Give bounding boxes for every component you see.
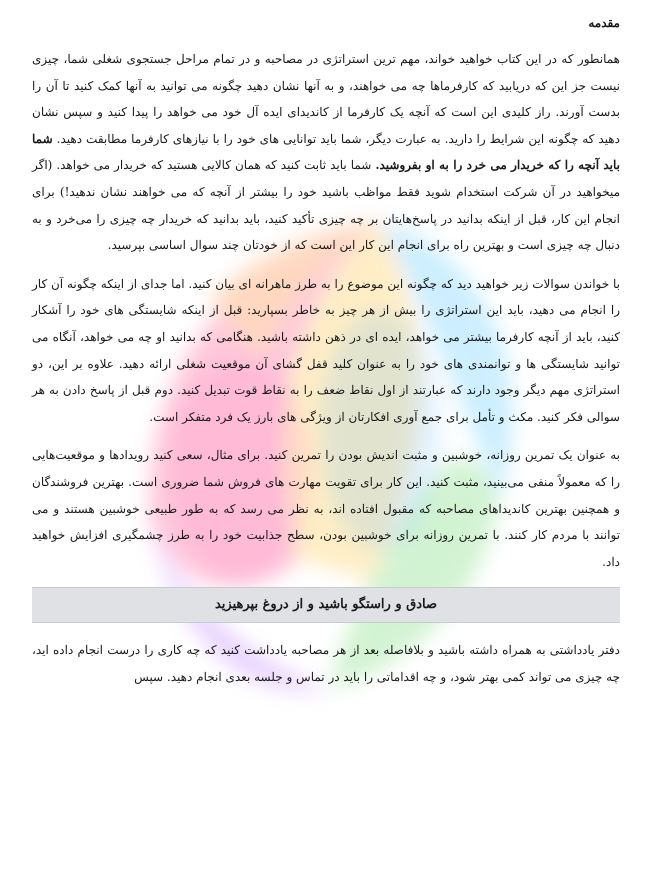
section-paragraph-1: دفتر یادداشتی به همراه داشته باشید و بلافاصله بعد از هر مصاحبه یادداشت کنید که چه کاری را درست انجام داده اید، چه چیزی می تواند کمی بهتر شود، و چه اقداماتی را باید در تماس و جلسه بعدی انجام دهید. سپس bbox=[32, 643, 620, 684]
intro-paragraph-1-bold: شما باید آنچه را که خریدار می خرد را به او بفروشید. bbox=[32, 131, 620, 173]
document-page bbox=[32, 14, 620, 702]
intro-paragraph-1-part-1: همانطور که در این کتاب خواهید خواند، مهم ترین استراتژی در مصاحبه و در تمام مراحل جستجوی شغلی شما، چیزی نیست جز این که دریابید که کارفرماها چه می خواهند، و به آنها نشان دهید چگونه می توانید به آنها کمک کنید تا آن را بدست آورند. راز کلیدی این است که آنچه یک کارفرما از کاندیدای ایده آل خود می خواهد را پیدا کنید و سپس نشان دهید که چگونه این شرایط را دارید. به عبارت دیگر، شما باید توانایی های خود را با نیازهای کارفرما مطابقت دهید. bbox=[32, 52, 620, 146]
intro-paragraph-1 bbox=[32, 46, 620, 259]
intro-paragraph-2: با خواندن سوالات زیر خواهید دید که چگونه این موضوع را به طرز ماهرانه ای بیان کنید. اما جدای از اینکه چگونه آن کار را انجام می دهید، باید این استراتژی را بیش از هر چیز به خاطر بسپارید: قبل از اینکه شایستگی های خود را آشکار کنید، باید از آنچه کارفرما بیشتر می خواهد، ایده ای در ذهن داشته باشید. هنگامی که بدانید او چه می خواهد، آنگاه می توانید شایستگی ها و توانمندی های خود را به عنوان کلید قفل گشای آن موقعیت شغلی ارائه دهید. علاوه بر این، دو استراتژی مهم دیگر وجود دارند که عبارتند از اول نقاط ضعف را به نقاط قوت تبدیل کنید. دوم قبل از پاسخ دادن به هر سوالی فکر کنید. مکث و تأمل برای جمع آوری افکارتان از ویژگی های بارز یک فرد متفکر است. bbox=[32, 276, 620, 424]
intro-paragraph-3: به عنوان یک تمرین روزانه، خوشبین و مثبت اندیش بودن را تمرین کنید. برای مثال، سعی کنید رویدادها و موقعیت‌هایی را که معمولاً منفی می‌بینید، مثبت کنید. این کار برای تقویت مهارت های فروش شما ضروری است. بهترین فروشندگان و همچنین بهترین کاندیداهای مصاحبه که مقبول افتاده اند، به نظر می رسد که به طور طبیعی خوشبین هستند و می توانند با مردم کار کنند. با تمرین روزانه برای خوشبین بودن، سطح جذابیت خود را به طرز چشمگیری افزایش خواهید داد. bbox=[32, 448, 620, 569]
section-heading-bar: صادق و راستگو باشید و از دروغ بپرهیزید bbox=[32, 587, 620, 623]
intro-paragraph-1-part-2: شما باید ثابت کنید که همان کالایی هستید که خریدار می خواهد. (اگر میخواهید در آن شرکت استخدام شوید فقط مواظب باشید خود را بیشتر از آنچه که می خواهند نشان ندهید!) برای انجام این کار، قبل از اینکه بدانید در پاسخ‌هایتان بر چه چیزی تأکید کنید، باید بدانید که خریدار چه چیزی را می‌خرد و به دنبال چه چیزی است و بهترین راه برای انجام این کار این است که از خودتان چند سوال اساسی بپرسید. bbox=[32, 158, 620, 253]
chapter-heading: مقدمه bbox=[588, 16, 620, 30]
